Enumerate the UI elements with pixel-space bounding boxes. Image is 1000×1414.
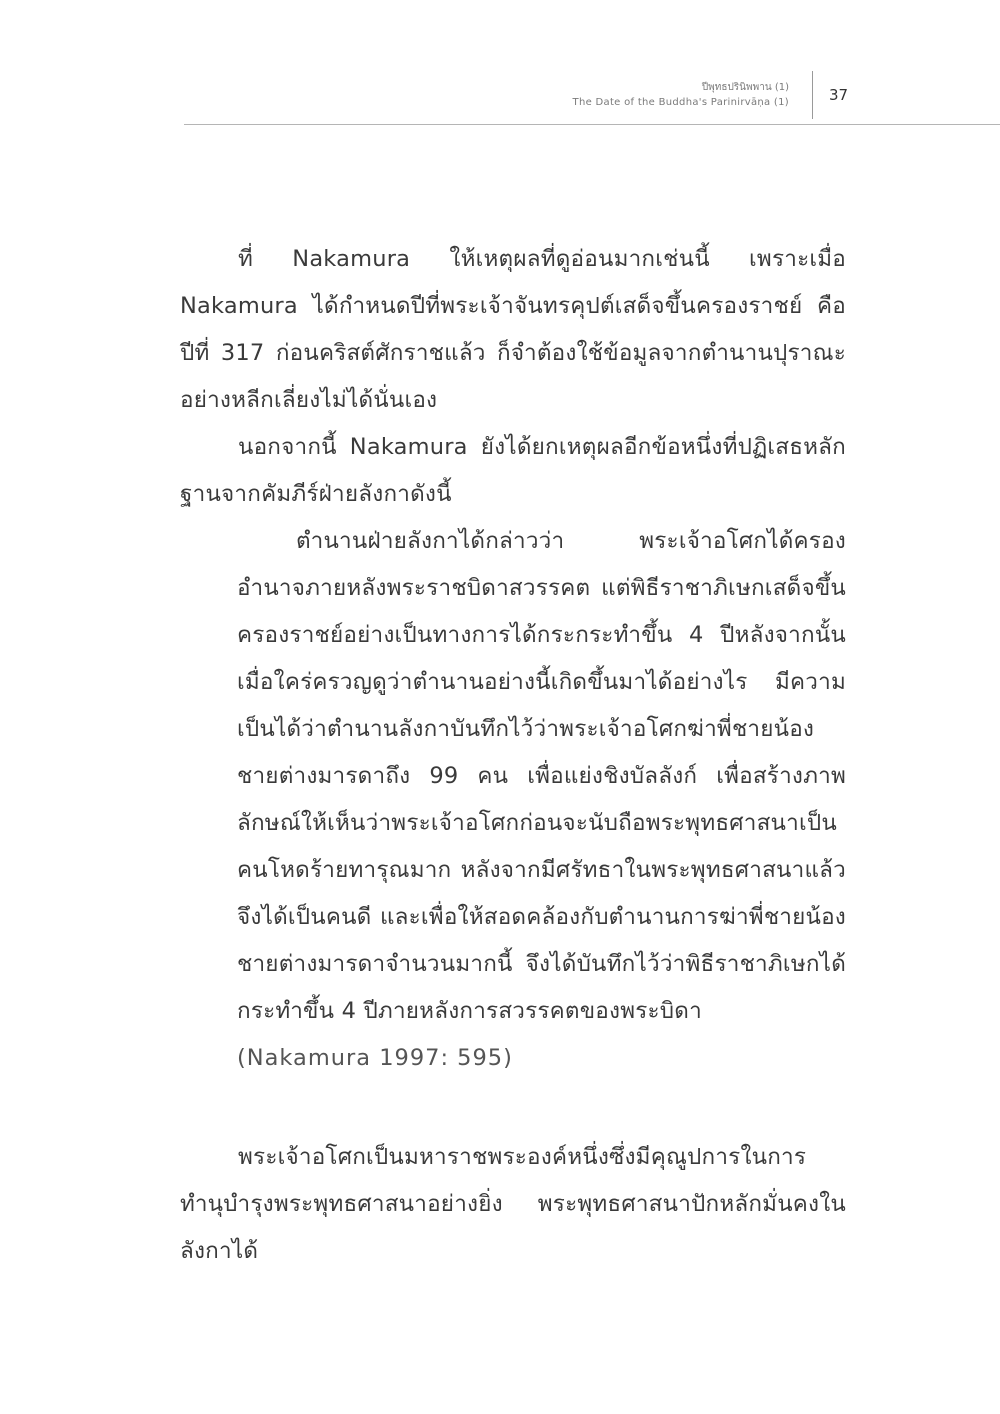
page-header [0, 0, 1000, 126]
running-title [573, 80, 789, 111]
header-divider-horizontal [184, 124, 1000, 125]
running-title-thai: ปีพุทธปรินิพพาน (1) [701, 82, 789, 93]
paragraph-spacer [180, 1082, 846, 1134]
paragraph-3: พระเจ้าอโศกเป็นมหาราชพระองค์หนึ่งซึ่งมีคุณูปการในการทำนุบำรุงพระพุทธศาสนาอย่างยิ่ง พระพุทธศาสนาปักหลักมั่นคงในลังกาได้ [180, 1144, 846, 1264]
block-quote: ตำนานฝ่ายลังกาได้กล่าวว่า พระเจ้าอโศกได้ครองอำนาจภายหลังพระราชบิดาสวรรคต แต่พิธีราชาภิเษกเสด็จขึ้นครองราชย์อย่างเป็นทางการได้กระกระทำขึ้น 4 ปีหลังจากนั้น เมื่อใคร่ครวญดูว่าตำนานอย่างนี้เกิดขึ้นมาได้อย่างไร มีความเป็นได้ว่าตำนานลังกาบันทึกไว้ว่าพระเจ้าอโศกฆ่าพี่ชายน้องชายต่างมารดาถึง 99 คน เพื่อแย่งชิงบัลลังก์ เพื่อสร้างภาพลักษณ์ให้เห็นว่าพระเจ้าอโศกก่อนจะนับถือพระพุทธศาสนาเป็นคนโหดร้ายทารุณมาก หลังจากมีศรัทธาในพระพุทธศาสนาแล้วจึงได้เป็นคนดี และเพื่อให้สอดคล้องกับตำนานการฆ่าพี่ชายน้องชายต่างมารดาจำนวนมากนี้ จึงได้บันทึกไว้ว่าพิธีราชาภิเษกได้กระทำขึ้น 4 ปีภายหลังการสวรรคตของพระบิดา [237, 528, 846, 1024]
paragraph-1: ที่ Nakamura ให้เหตุผลที่ดูอ่อนมากเช่นนี้ เพราะเมื่อ Nakamura ได้กำหนดปีที่พระเจ้าจันทรคุปต์เสด็จขึ้นครองราชย์ คือ ปีที่ 317 ก่อนคริสต์ศักราชแล้ว ก็จำต้องใช้ข้อมูลจากตำนานปุราณะอย่างหลีกเลี่ยงไม่ได้นั่นเอง [180, 246, 846, 413]
page-number: 37 [829, 86, 849, 104]
main-body-text [180, 236, 846, 1275]
header-divider-vertical [812, 71, 813, 119]
running-title-english: The Date of the Buddha's Parinirvāṇa (1) [572, 97, 789, 108]
paragraph-2: นอกจากนี้ Nakamura ยังได้ยกเหตุผลอีกข้อหนึ่งที่ปฏิเสธหลักฐานจากคัมภีร์ฝ่ายลังกาดังนี้ [180, 434, 846, 507]
quote-citation: (Nakamura 1997: 595) [237, 1045, 513, 1071]
